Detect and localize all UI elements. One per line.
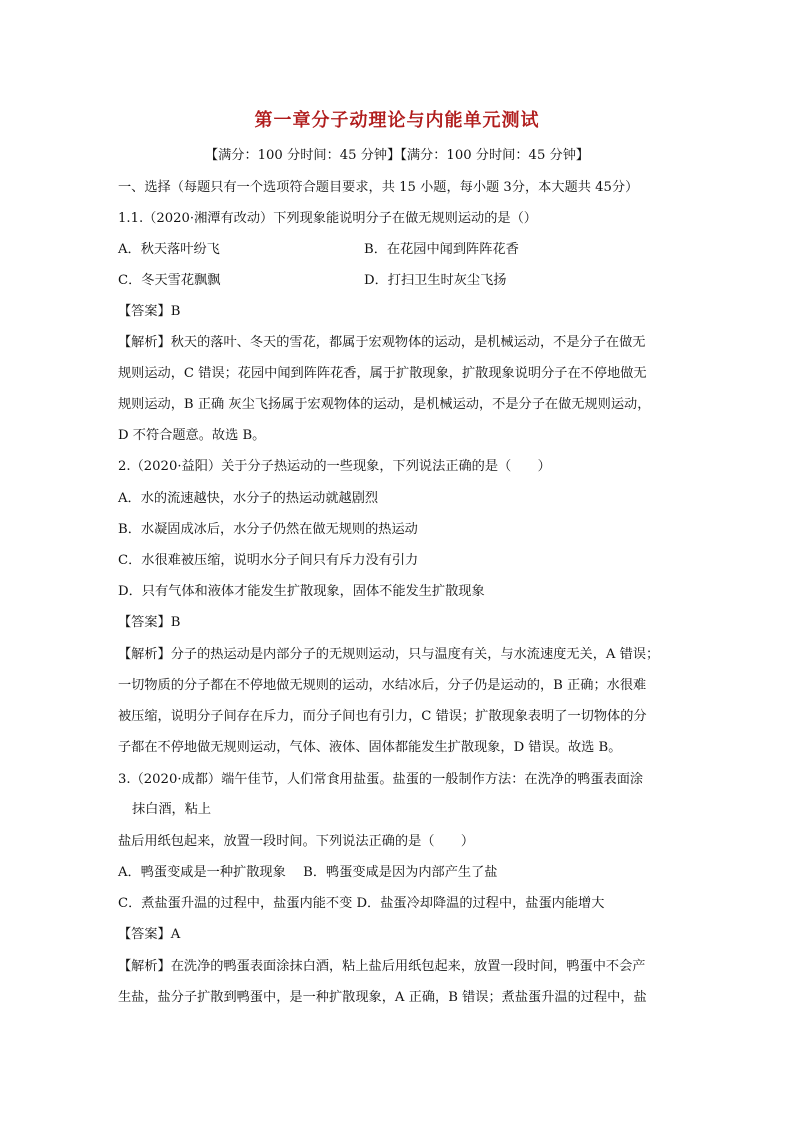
q1-option-c: C．冬天雪花飘飘 bbox=[118, 273, 221, 288]
q2-stem: 2.（2020·益阳）关于分子热运动的一些现象，下列说法正确的是（ ） bbox=[118, 459, 551, 474]
q1-answer: 【答案】B bbox=[118, 304, 181, 319]
q2-option-a: A．水的流速越快，水分子的热运动就越剧烈 bbox=[118, 491, 379, 506]
q2-analysis-line: 被压缩，说明分子间存在斥力，而分子间也有引力，C 错误；扩散现象表明了一切物体的分 bbox=[118, 709, 647, 724]
q2-answer: 【答案】B bbox=[118, 615, 181, 630]
q3-stem: 3.（2020·成都）端午佳节，人们常食用盐蛋。盐蛋的一般制作方法：在洗净的鸭蛋表面涂 bbox=[118, 772, 644, 787]
q2-analysis-line: 【解析】分子的热运动是内部分子的无规则运动，只与温度有关，与水流速度无关，A 错误； bbox=[118, 647, 660, 662]
q1-option-d: D．打扫卫生时灰尘飞扬 bbox=[364, 273, 507, 288]
q3-stem-continuation: 抹白酒，粘上 bbox=[132, 802, 212, 817]
q3-analysis-line: 生盐，盐分子扩散到鸭蛋中，是一种扩散现象，A 正确，B 错误；煮盐蛋升温的过程中，盐 bbox=[118, 990, 647, 1005]
q2-option-d: D．只有气体和液体才能发生扩散现象，固体不能发生扩散现象 bbox=[118, 584, 485, 599]
q3-options-ab: A．鸭蛋变咸是一种扩散现象 B．鸭蛋变咸是因为内部产生了盐 bbox=[118, 865, 498, 880]
q1-stem: 1.1.（2020·湘潭有改动）下列现象能说明分子在做无规则运动的是（） bbox=[118, 211, 537, 226]
q2-analysis-line: 一切物质的分子都在不停地做无规则的运动，水结冰后，分子仍是运动的，B 正确；水很难 bbox=[118, 678, 647, 693]
q1-analysis-line: 规则运动，C 错误；花园中闻到阵阵花香，属于扩散现象，扩散现象说明分子在不停地做无 bbox=[118, 366, 647, 381]
score-info: 【满分：100 分时间：45 分钟】【满分：100 分时间：45 分钟】 bbox=[204, 148, 590, 163]
q3-options-cd: C．煮盐蛋升温的过程中，盐蛋内能不变 D．盐蛋冷却降温的过程中，盐蛋内能增大 bbox=[118, 896, 605, 911]
q2-option-c: C．水很难被压缩，说明水分子间只有斥力没有引力 bbox=[118, 553, 419, 568]
section-header: 一、选择（每题只有一个选项符合题目要求，共 15 小题，每小题 3分，本大题共 45分） bbox=[118, 180, 639, 195]
q1-analysis-line: D 不符合题意。故选 B。 bbox=[118, 428, 266, 443]
q3-answer: 【答案】A bbox=[118, 927, 181, 942]
q2-option-b: B．水凝固成冰后，水分子仍然在做无规则的热运动 bbox=[118, 522, 418, 537]
q1-analysis-line: 【解析】秋天的落叶、冬天的雪花，都属于宏观物体的运动，是机械运动，不是分子在做无 bbox=[118, 335, 646, 350]
q3-stem-continuation: 盐后用纸包起来，放置一段时间。下列说法正确的是（ ） bbox=[118, 834, 475, 849]
q1-option-a: A．秋天落叶纷飞 bbox=[118, 242, 220, 257]
q3-analysis-line: 【解析】在洗净的鸭蛋表面涂抹白酒，粘上盐后用纸包起来，放置一段时间，鸭蛋中不会产 bbox=[118, 959, 646, 974]
q1-option-b: B．在花园中闻到阵阵花香 bbox=[364, 242, 519, 257]
q2-analysis-line: 子都在不停地做无规则运动，气体、液体、固体都能发生扩散现象，D 错误。故选 B。 bbox=[118, 740, 622, 755]
document-title: 第一章分子动理论与内能单元测试 bbox=[254, 110, 540, 131]
q1-analysis-line: 规则运动，B 正确 灰尘飞扬属于宏观物体的运动，是机械运动，不是分子在做无规则运动， bbox=[118, 397, 651, 412]
